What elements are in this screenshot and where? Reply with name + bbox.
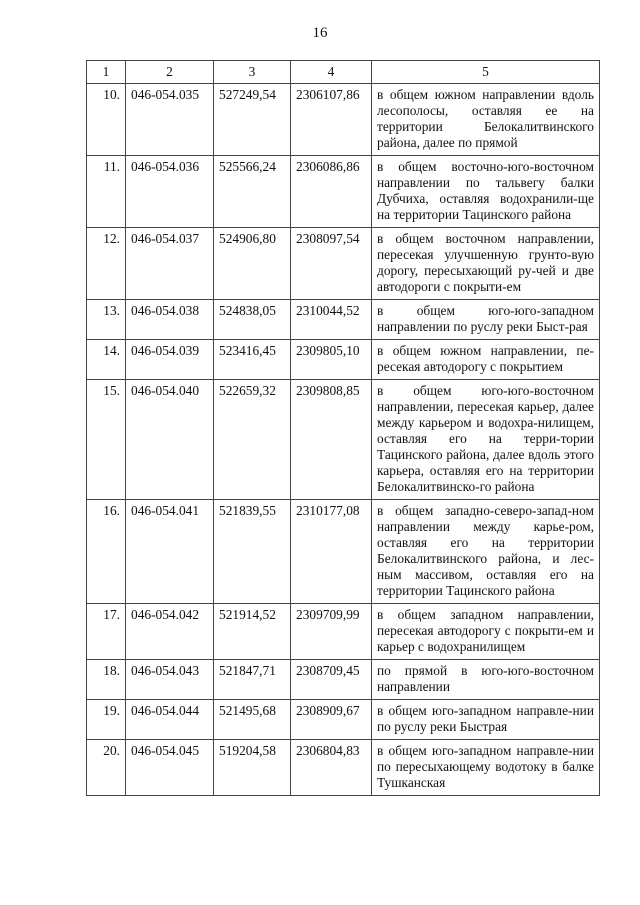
table-row xyxy=(87,660,600,700)
coordinate-y: 2310044,52 xyxy=(291,300,372,340)
point-code: 046-054.045 xyxy=(126,740,214,796)
table-row xyxy=(87,340,600,380)
coordinate-y: 2306107,86 xyxy=(291,84,372,156)
row-number: 20. xyxy=(87,740,126,796)
boundary-description: в общем юго-юго-восточном направлении, пересекая карьер, далее между карьером и водохра-нилищем, оставляя его на терри-тории Тацинского района, далее вдоль этого карьера, оставляя его на территории Белокалитвинско-го района xyxy=(372,380,600,500)
coordinate-y: 2306086,86 xyxy=(291,156,372,228)
boundary-description: в общем юго-западном направле-нии по пересыхающему водотоку в балке Тушканская xyxy=(372,740,600,796)
page-number: 16 xyxy=(312,25,328,41)
coordinate-x: 524906,80 xyxy=(214,228,291,300)
boundary-description: в общем южном направлении вдоль лесополосы, оставляя ее на территории Белокалитвинского района, далее по прямой xyxy=(372,84,600,156)
table-row xyxy=(87,700,600,740)
boundary-description: в общем южном направлении, пе-ресекая автодорогу с покрытием xyxy=(372,340,600,380)
table-row xyxy=(87,380,600,500)
coordinate-x: 521839,55 xyxy=(214,500,291,604)
coordinate-x: 521914,52 xyxy=(214,604,291,660)
row-number: 13. xyxy=(87,300,126,340)
coordinate-y: 2309805,10 xyxy=(291,340,372,380)
table-row xyxy=(87,228,600,300)
coordinate-x: 519204,58 xyxy=(214,740,291,796)
boundary-description: в общем юго-юго-западном направлении по руслу реки Быст-рая xyxy=(372,300,600,340)
row-number: 12. xyxy=(87,228,126,300)
boundary-description: в общем восточном направлении, пересекая улучшенную грунто-вую дорогу, пересыхающий ру-чей и две автодороги с покрыти-ем xyxy=(372,228,600,300)
table-row xyxy=(87,604,600,660)
column-header-5: 5 xyxy=(372,61,600,84)
coordinate-x: 527249,54 xyxy=(214,84,291,156)
coordinate-x: 521495,68 xyxy=(214,700,291,740)
coordinate-x: 525566,24 xyxy=(214,156,291,228)
point-code: 046-054.035 xyxy=(126,84,214,156)
coordinate-y: 2308909,67 xyxy=(291,700,372,740)
row-number: 19. xyxy=(87,700,126,740)
point-code: 046-054.040 xyxy=(126,380,214,500)
column-header-2: 2 xyxy=(126,61,214,84)
row-number: 11. xyxy=(87,156,126,228)
boundary-description: в общем восточно-юго-восточном направлении по тальвегу балки Дубчиха, оставляя водохранили-ще на территории Тацинского района xyxy=(372,156,600,228)
point-code: 046-054.041 xyxy=(126,500,214,604)
table-row xyxy=(87,740,600,796)
coordinate-x: 521847,71 xyxy=(214,660,291,700)
point-code: 046-054.044 xyxy=(126,700,214,740)
point-code: 046-054.042 xyxy=(126,604,214,660)
row-number: 10. xyxy=(87,84,126,156)
boundary-description: по прямой в юго-юго-восточном направлении xyxy=(372,660,600,700)
table-row xyxy=(87,156,600,228)
coordinate-y: 2306804,83 xyxy=(291,740,372,796)
point-code: 046-054.043 xyxy=(126,660,214,700)
coordinate-x: 524838,05 xyxy=(214,300,291,340)
coordinate-y: 2308709,45 xyxy=(291,660,372,700)
coordinate-y: 2309808,85 xyxy=(291,380,372,500)
row-number: 17. xyxy=(87,604,126,660)
coordinate-y: 2309709,99 xyxy=(291,604,372,660)
point-code: 046-054.039 xyxy=(126,340,214,380)
column-header-1: 1 xyxy=(87,61,126,84)
point-code: 046-054.036 xyxy=(126,156,214,228)
table-row xyxy=(87,300,600,340)
coordinate-y: 2310177,08 xyxy=(291,500,372,604)
table-row xyxy=(87,84,600,156)
column-header-3: 3 xyxy=(214,61,291,84)
boundary-description: в общем юго-западном направле-нии по руслу реки Быстрая xyxy=(372,700,600,740)
coordinate-x: 522659,32 xyxy=(214,380,291,500)
column-header-4: 4 xyxy=(291,61,372,84)
coordinate-x: 523416,45 xyxy=(214,340,291,380)
row-number: 16. xyxy=(87,500,126,604)
boundary-description: в общем западном направлении, пересекая автодорогу с покрыти-ем и карьер с водохранилищем xyxy=(372,604,600,660)
header-row xyxy=(87,61,600,84)
table-row xyxy=(87,500,600,604)
row-number: 15. xyxy=(87,380,126,500)
boundary-table xyxy=(86,60,600,796)
row-number: 14. xyxy=(87,340,126,380)
point-code: 046-054.038 xyxy=(126,300,214,340)
point-code: 046-054.037 xyxy=(126,228,214,300)
boundary-description: в общем западно-северо-запад-ном направлении между карье-ром, оставляя его на территории Белокалитвинского района, и лес-ным массивом, оставляя его на территории Тацинского района xyxy=(372,500,600,604)
coordinate-y: 2308097,54 xyxy=(291,228,372,300)
row-number: 18. xyxy=(87,660,126,700)
